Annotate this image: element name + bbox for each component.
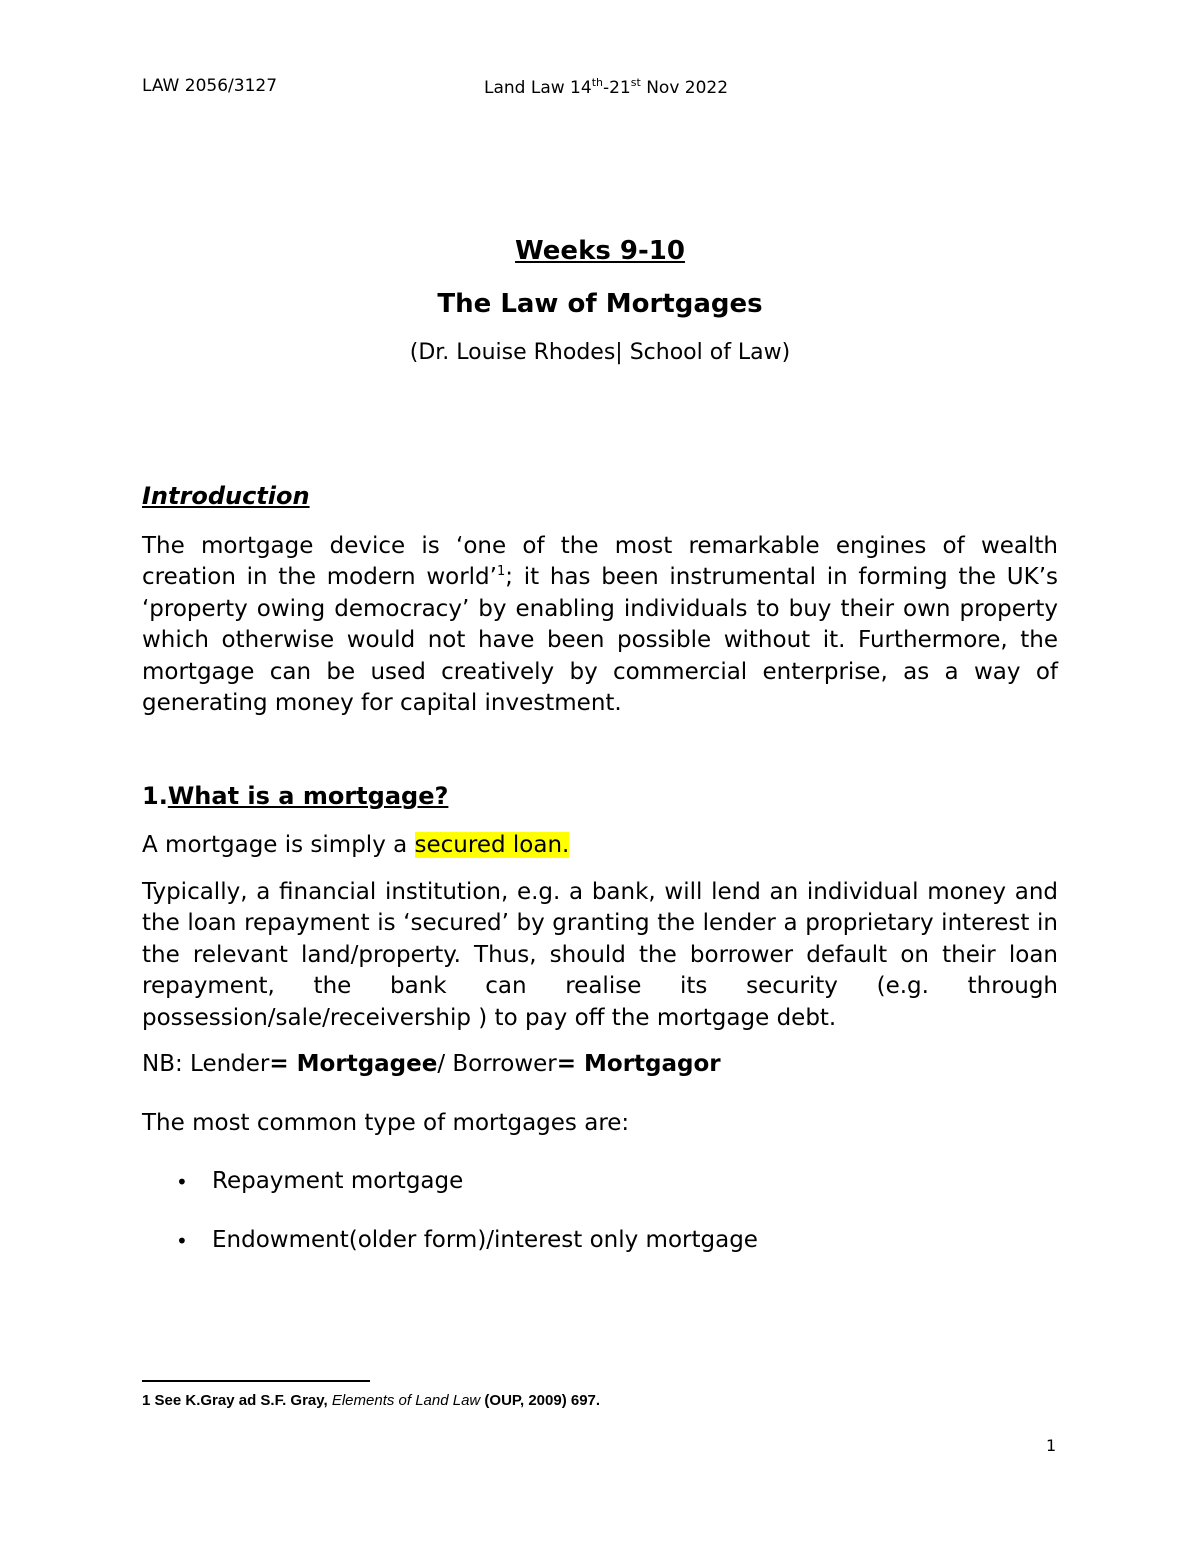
header-module-suffix: Nov 2022 bbox=[640, 78, 729, 98]
nb-mid: / Borrower bbox=[437, 1051, 557, 1077]
header-module-title bbox=[484, 76, 728, 98]
list-item: Endowment(older form)/interest only mortgage bbox=[212, 1227, 758, 1253]
header-module-mid: -21 bbox=[602, 78, 631, 98]
header-module-sup1: th bbox=[591, 76, 603, 89]
nb-prefix: NB: Lender bbox=[142, 1051, 270, 1077]
introduction-heading: Introduction bbox=[142, 482, 310, 510]
footnote-number: 1 bbox=[142, 1392, 151, 1409]
header-module-prefix: Land Law 14 bbox=[484, 78, 592, 98]
intro-text-a: The mortgage device is ‘one of the most remarkable engines of wealth creation in the modern world’ bbox=[142, 533, 1058, 591]
bullet-icon: • bbox=[176, 1229, 188, 1253]
header-course-code: LAW 2056/3127 bbox=[142, 76, 278, 96]
footnote-reference: 1 bbox=[496, 564, 506, 580]
mortgage-definition bbox=[142, 832, 569, 858]
mortgagee-term: = Mortgagee bbox=[269, 1051, 438, 1077]
mortgage-explanation-paragraph: Typically, a financial institution, e.g. a bank, will lend an individual money and the loan repayment is ‘secured’ by granting the lender a proprietary interest in the relevant land/property. Thus, should the borrower default on their loan repayment, the bank can realise its security (e.g. through possession/sale/receivership ) to pay off the mortgage debt. bbox=[142, 879, 1058, 1031]
footnote-text-b: (OUP, 2009) 697. bbox=[480, 1392, 601, 1409]
section-1-heading bbox=[142, 782, 448, 810]
header-module-sup2: st bbox=[630, 76, 641, 89]
introduction-paragraph bbox=[142, 531, 1058, 719]
footnote-separator bbox=[142, 1380, 370, 1382]
document-title: The Law of Mortgages bbox=[437, 289, 763, 319]
weeks-heading: Weeks 9-10 bbox=[515, 236, 685, 266]
list-item: Repayment mortgage bbox=[212, 1168, 464, 1194]
author-line: (Dr. Louise Rhodes| School of Law) bbox=[409, 340, 791, 365]
footnote-text-a: See K.Gray ad S.F. Gray, bbox=[150, 1392, 332, 1409]
highlighted-term: secured loan. bbox=[414, 832, 570, 858]
definition-prefix: A mortgage is simply a bbox=[142, 832, 415, 858]
nb-line bbox=[142, 1051, 721, 1077]
intro-text-b: ; it has been instrumental in forming the UK’s ‘property owing democracy’ by enabling individuals to buy their own property which otherwise would not have been possible without it. Furthermore, the mortgage can be used creatively by commercial enterprise, as a way of generating money for capital investment. bbox=[142, 564, 1058, 717]
section-1-number: 1. bbox=[142, 782, 168, 810]
section-1-title: What is a mortgage? bbox=[167, 782, 449, 810]
footnote bbox=[142, 1392, 600, 1409]
bullet-icon: • bbox=[176, 1170, 188, 1194]
footnote-book-title: Elements of Land Law bbox=[331, 1392, 481, 1409]
mortgagor-term: = Mortgagor bbox=[556, 1051, 721, 1077]
types-intro: The most common type of mortgages are: bbox=[142, 1110, 630, 1136]
page-number: 1 bbox=[1046, 1436, 1057, 1455]
